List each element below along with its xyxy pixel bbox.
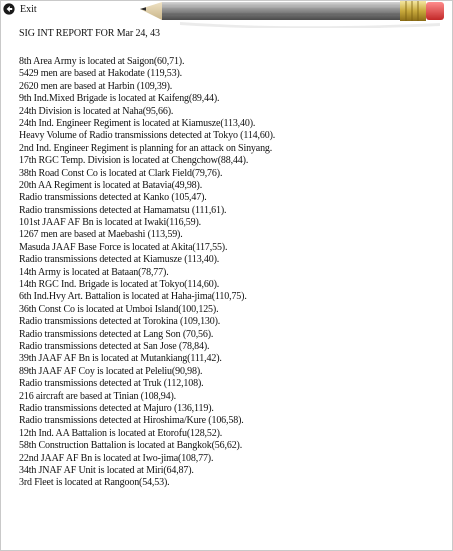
report-line: 58th Construction Battalion is located at Bangkok(56,62). [19, 440, 243, 452]
report-line: 8th Area Army is located at Saigon(60,71). [19, 56, 185, 67]
report-line: 38th Road Const Co is located at Clark Field(79,76). [19, 167, 223, 179]
report-line: 2620 men are based at Harbin (109,39). [19, 80, 173, 92]
report-line: 101st JAAF AF Bn is located at Iwaki(116,59). [19, 217, 202, 229]
exit-label[interactable]: Exit [20, 3, 37, 15]
report-line: 17th RGC Temp. Division is located at Chengchow(88,44). [19, 155, 249, 167]
report-line: 20th AA Regiment is located at Batavia(49,98). [19, 179, 203, 191]
report-line: Radio transmissions detected at Kanko (105,47). [19, 192, 207, 204]
report-line: 14th Army is located at Bataan(78,77). [19, 266, 169, 278]
report-line: 216 aircraft are based at Tinian (108,94). [19, 390, 176, 402]
report-line: Radio transmissions detected at Lang Son (70,56). [19, 328, 214, 340]
report-line: Masuda JAAF Base Force is located at Akita(117,55). [19, 241, 228, 253]
report-line: 12th Ind. AA Battalion is located at Etorofu(128,52). [19, 427, 223, 439]
report-line: 2nd Ind. Engineer Regiment is planning for an attack on Sinyang. [19, 142, 273, 154]
arrow-circle-left-icon[interactable] [3, 3, 15, 15]
report-lines [19, 56, 449, 490]
report-line: 9th Ind.Mixed Brigade is located at Kaifeng(89,44). [19, 93, 220, 105]
report-line: 6th Ind.Hvy Art. Battalion is located at Haha-jima(110,75). [19, 291, 247, 303]
report-line: 3rd Fleet is located at Rangoon(54,53). [19, 477, 170, 489]
report-line: Radio transmissions detected at Majuro (136,119). [19, 402, 214, 414]
report-line: 34th JNAF AF Unit is located at Miri(64,87). [19, 464, 194, 476]
report-line: 22nd JAAF AF Bn is located at Iwo-jima(108,77). [19, 452, 214, 464]
report-line: 24th Ind. Engineer Regiment is located at Kiamusze(113,40). [19, 117, 256, 129]
report-line: Radio transmissions detected at Hamamatsu (111,61). [19, 204, 227, 216]
report-line: 14th RGC Ind. Brigade is located at Tokyo(114,60). [19, 279, 220, 291]
report-line: Radio transmissions detected at Torokina (109,130). [19, 316, 221, 328]
report-line: 39th JAAF AF Bn is located at Mutankiang(111,42). [19, 353, 222, 365]
report-title: SIG INT REPORT FOR Mar 24, 43 [19, 28, 160, 39]
report-line: 1267 men are based at Maebashi (113,59). [19, 229, 183, 241]
report-line: 24th Division is located at Naha(95,66). [19, 105, 174, 117]
report-line: Radio transmissions detected at Truk (112,108). [19, 378, 204, 390]
pencil-graphic [140, 0, 452, 28]
exit-button[interactable] [3, 2, 37, 16]
report-line: Radio transmissions detected at San Jose (78,84). [19, 340, 210, 352]
report-line: Heavy Volume of Radio transmissions detected at Tokyo (114,60). [19, 130, 276, 142]
report-line: 36th Const Co is located at Umboi Island(100,125). [19, 303, 219, 315]
report-line: Radio transmissions detected at Hiroshima/Kure (106,58). [19, 415, 244, 427]
report-line: Radio transmissions detected at Kiamusze (113,40). [19, 254, 220, 266]
report-line: 89th JAAF AF Coy is located at Peleliu(90,98). [19, 365, 203, 377]
report-line: 5429 men are based at Hakodate (119,53). [19, 68, 183, 80]
